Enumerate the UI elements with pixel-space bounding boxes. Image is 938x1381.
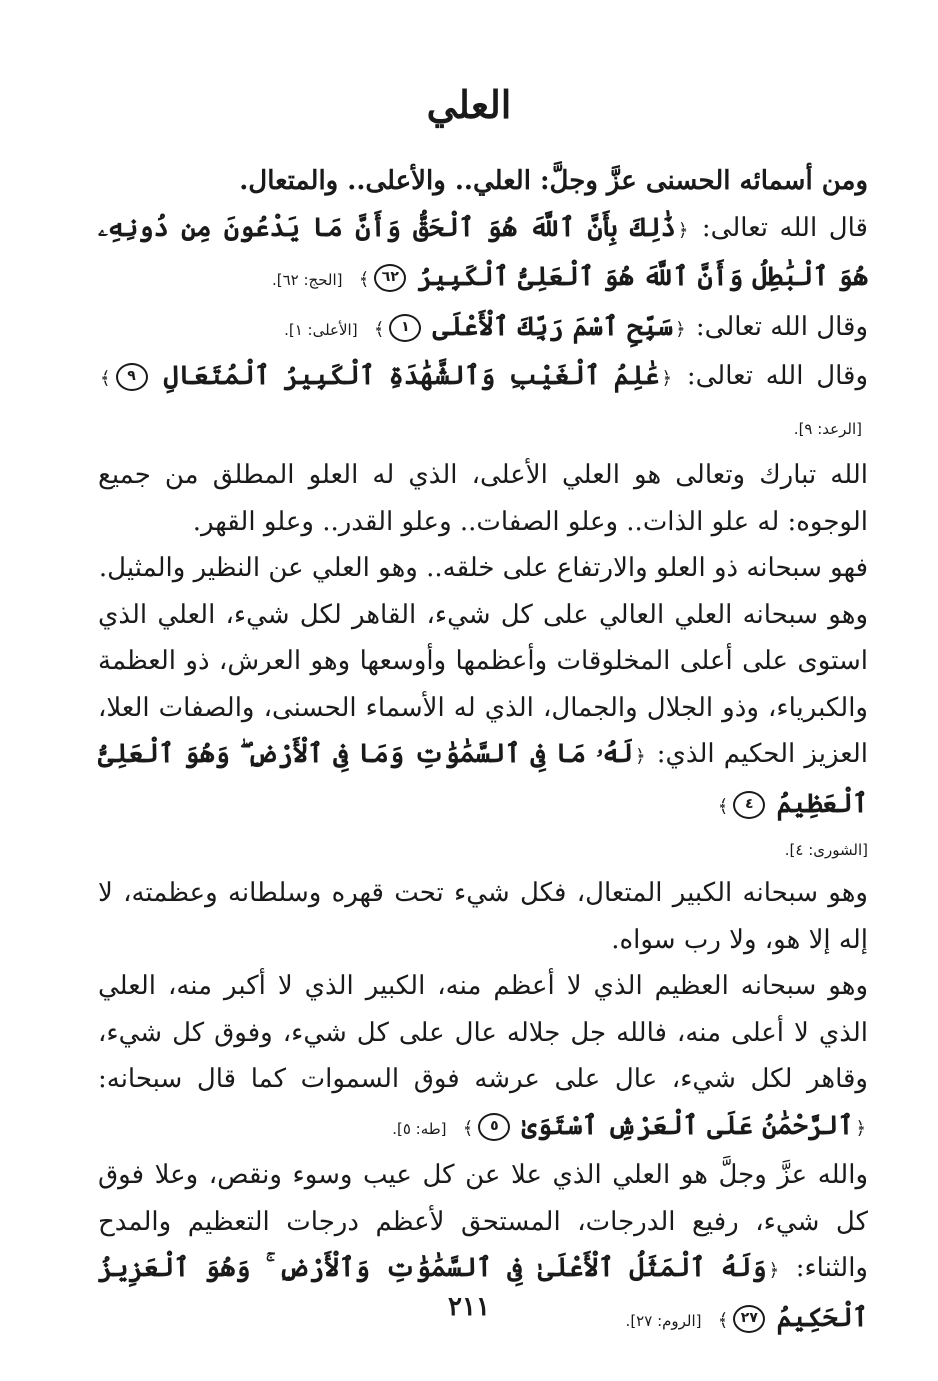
- ayah-close-ornament: ﴾: [462, 1117, 474, 1139]
- ayah-close-ornament: ﴾: [100, 368, 111, 389]
- ayah-open-ornament: ﴿: [675, 318, 686, 340]
- verse-lead: قال الله تعالى:: [701, 212, 868, 243]
- ayah-open-ornament: ﴿: [768, 1260, 780, 1281]
- paragraph: وهو سبحانه الكبير المتعال، فكل شيء تحت قهره وسلطانه وعظمته، لا إله إلا هو، ولا رب سواه.: [98, 878, 868, 955]
- ayah-close-ornament: ﴾: [717, 795, 729, 817]
- verse-reference: [الحج: ٦٢].: [271, 271, 343, 289]
- verse-line: [98, 353, 868, 452]
- ayah-open-ornament: ﴿: [661, 368, 673, 389]
- paragraph-text: وهو سبحانه العلي العالي على كل شيء، القاهر لكل شيء، العلي الذي استوى على أعلى المخلوقات وأعظمها وأوسعها وهو العرش، ذو العظمة والكبرياء، وذو الجلال والجمال، الذي له الأسماء الحسنى، والصفات العلا، العزيز الحكيم الذي:: [98, 599, 868, 769]
- verse-reference: [الروم: ٢٧].: [625, 1311, 702, 1330]
- verse-reference: [طه: ٥].: [392, 1119, 447, 1138]
- page-content: [98, 158, 868, 1344]
- ayah-open-ornament: ﴿: [635, 746, 646, 767]
- page-number: ٢١١: [448, 1292, 490, 1322]
- verse-line: [98, 304, 868, 354]
- page-title: العلي: [426, 82, 512, 127]
- verse-number: ٥: [478, 1113, 510, 1141]
- ayah-open-ornament: ﴿: [855, 1117, 866, 1139]
- verse-number: ٢٧: [733, 1305, 765, 1333]
- paragraph: [98, 592, 868, 871]
- ayah-close-ornament: ﴾: [717, 1309, 729, 1331]
- verse-line: [98, 205, 868, 304]
- paragraph: [98, 963, 868, 1152]
- paragraph-text: وهو سبحانه العظيم الذي لا أعظم منه، الكبير الذي لا أكبر منه، العلي الذي لا أعلى منه، فالله جل جلاله عال على كل شيء، وفوق كل شيء، وقاهر لكل شيء، عال على عرشه فوق السموات كما قال سبحانه:: [98, 971, 868, 1094]
- quran-verse: سَبِّحِ ٱسْمَ رَبِّكَ ٱلْأَعْلَى: [432, 311, 674, 342]
- verse-reference: [الشورى: ٤].: [784, 841, 868, 859]
- verse-number: ٤: [733, 791, 765, 819]
- quran-verse: عَٰلِمُ ٱلْغَيْبِ وَٱلشَّهَٰدَةِ ٱلْكَبِيرُ ٱلْمُتَعَالِ: [163, 361, 660, 391]
- quran-verse: ذَٰلِكَ بِأَنَّ ٱللَّهَ هُوَ ٱلْحَقُّ وَأَنَّ مَا يَدْعُونَ مِن دُونِهِۦ هُوَ ٱلْبَٰطِلُ وَأَنَّ ٱللَّهَ هُوَ ٱلْعَلِىُّ ٱلْكَبِيرُ: [98, 212, 868, 292]
- verse-reference: [الأعلى: ١].: [284, 320, 358, 339]
- verse-reference: [الرعد: ٩].: [793, 419, 862, 438]
- verse-number: ١: [389, 314, 421, 342]
- ayah-close-ornament: ﴾: [358, 269, 370, 290]
- paragraph: الله تبارك وتعالى هو العلي الأعلى، الذي له العلو المطلق من جميع الوجوه: له علو الذات.. وعلو الصفات.. وعلو القدر.. وعلو القهر.: [98, 460, 868, 537]
- ayah-close-ornament: ﴾: [373, 318, 385, 340]
- intro-line: ومن أسمائه الحسنى عزَّ وجلَّ: العلي.. والأعلى.. والمتعال.: [239, 166, 868, 196]
- verse-lead: وقال الله تعالى:: [695, 311, 868, 342]
- verse-number: ٦٢: [374, 264, 406, 292]
- paragraph: فهو سبحانه ذو العلو والارتفاع على خلقه.. وهو العلي عن النظير والمثيل.: [98, 553, 868, 583]
- paragraph-text: والله عزَّ وجلَّ هو العلي الذي علا عن كل عيب وسوء ونقص، وعلا فوق كل شيء، رفيع الدرجات، المستحق لأعظم درجات التعظيم والمدح والثناء:: [98, 1160, 868, 1283]
- quran-verse: لَهُۥ مَا فِى ٱلسَّمَٰوَٰتِ وَمَا فِى ٱلْأَرْضِ ۖ وَهُوَ ٱلْعَلِىُّ ٱلْعَظِيمُ: [98, 739, 868, 819]
- verse-lead: وقال الله تعالى:: [686, 361, 869, 391]
- ayah-open-ornament: ﴿: [677, 219, 689, 241]
- quran-verse: وَلَهُ ٱلْمَثَلُ ٱلْأَعْلَىٰ فِى ٱلسَّمَٰوَٰتِ وَٱلْأَرْضِ ۚ وَهُوَ ٱلْعَزِيزُ ٱلْحَكِيمُ: [98, 1253, 868, 1333]
- verse-number: ٩: [116, 363, 148, 391]
- quran-verse: ٱلرَّحْمَٰنُ عَلَى ٱلْعَرْشِ ٱسْتَوَىٰ: [521, 1110, 854, 1141]
